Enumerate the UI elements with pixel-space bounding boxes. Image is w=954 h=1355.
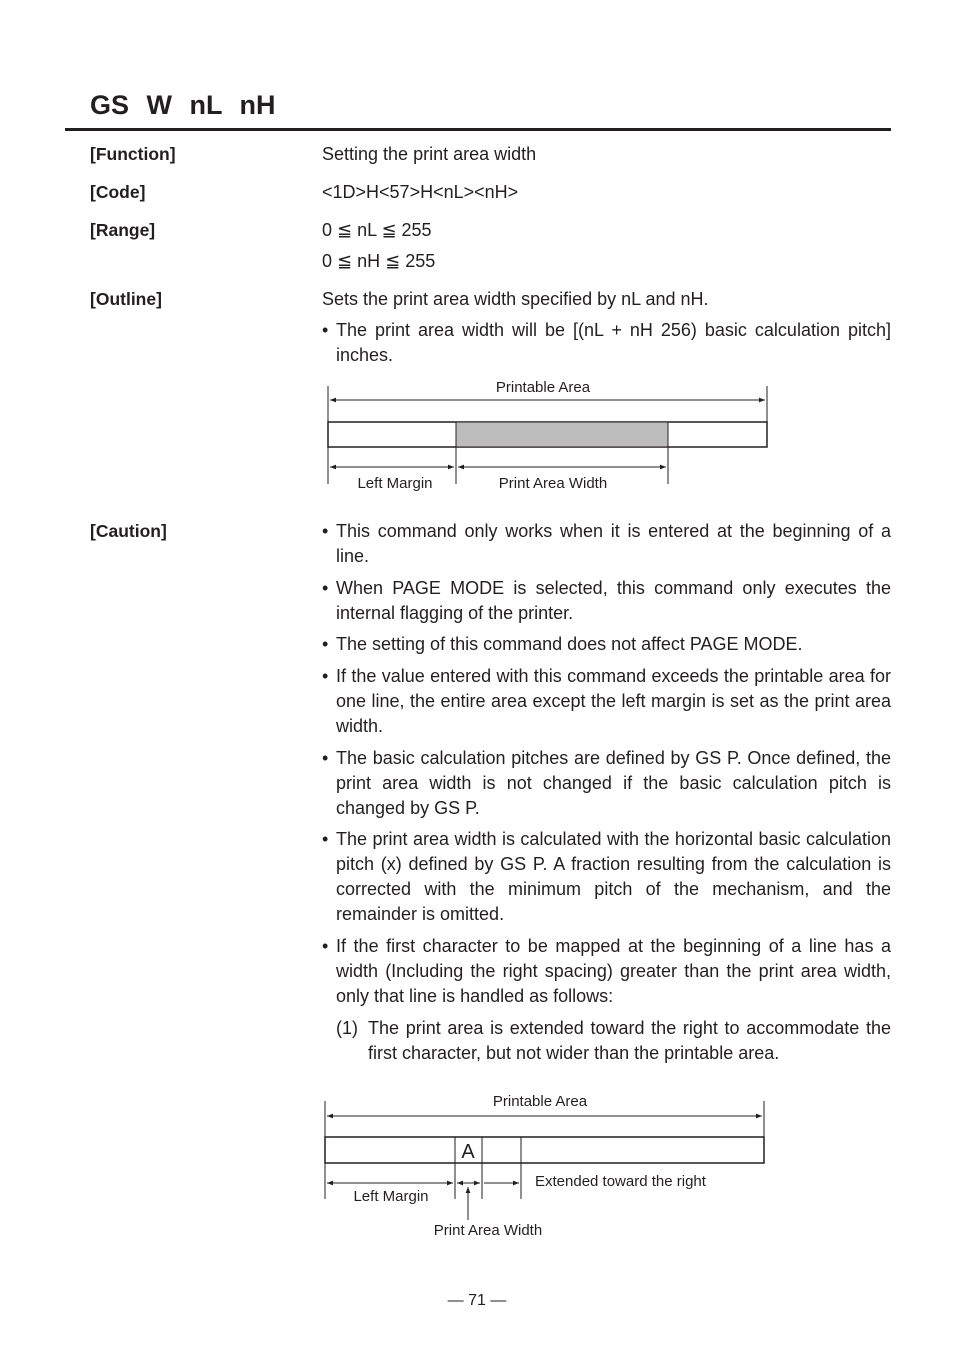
caution-label: [Caution]	[90, 521, 167, 541]
range-line-2: 0 ≦ nH ≦ 255	[322, 251, 436, 271]
caution-bullet: • If the value entered with this command exceeds the printable area for one line, the entire area except the left margin is set as the print area width.	[322, 664, 891, 739]
page-title: GS W nL nH	[90, 90, 276, 120]
diagram2-print-area-width-label: Print Area Width	[433, 1222, 543, 1239]
diagram2-print-line-box	[325, 1137, 764, 1163]
function-text: Setting the print area width	[322, 144, 537, 164]
code-text: <1D>H<57>H<nL><nH>	[322, 182, 519, 202]
caution-bullet: • This command only works when it is entered at the beginning of a line.	[322, 519, 891, 569]
sub-item-text: The print area is extended toward the right to accommodate the first character, but not wider than the printable area.	[368, 1018, 891, 1063]
diagram1-printable-area-label: Printable Area	[495, 379, 591, 396]
outline-bullet: • The print area width will be [(nL + nH 256) basic calculation pitch] inches.	[322, 318, 891, 368]
sub-item-number: (1)	[336, 1018, 358, 1038]
char-a: A	[461, 1141, 475, 1163]
outline-line: Sets the print area width specified by nL and nH.	[322, 289, 709, 309]
outline-label: [Outline]	[90, 289, 162, 309]
diagram1-left-margin-label: Left Margin	[357, 475, 433, 492]
page-number: — 71 —	[447, 1292, 507, 1309]
diagram1-print-area-width-label: Print Area Width	[498, 475, 608, 492]
caution-bullet: • The basic calculation pitches are defined by GS P. Once defined, the print area width is not changed if the basic calculation pitch is changed by GS P.	[322, 746, 891, 821]
caution-bullet: • When PAGE MODE is selected, this command only executes the internal flagging of the printer.	[322, 576, 891, 626]
caution-bullet: • If the first character to be mapped at the beginning of a line has a width (Including the right spacing) greater than the print area width, only that line is handled as follows:	[322, 934, 891, 1009]
code-label: [Code]	[90, 182, 146, 202]
diagram2-printable-area-label: Printable Area	[492, 1093, 588, 1110]
diagram2-left-margin-label: Left Margin	[353, 1188, 429, 1205]
range-line-1: 0 ≦ nL ≦ 255	[322, 220, 432, 240]
caution-bullet: • The setting of this command does not affect PAGE MODE.	[322, 632, 891, 657]
diagram2-extended-label: Extended toward the right	[535, 1173, 706, 1190]
range-label: [Range]	[90, 220, 156, 240]
caution-bullet: • The print area width is calculated with the horizontal basic calculation pitch (x) defined by GS P. A fraction resulting from the calculation is corrected with the minimum pitch of the mechanism, and the remainder is omitted.	[322, 827, 891, 927]
function-label: [Function]	[90, 144, 176, 164]
